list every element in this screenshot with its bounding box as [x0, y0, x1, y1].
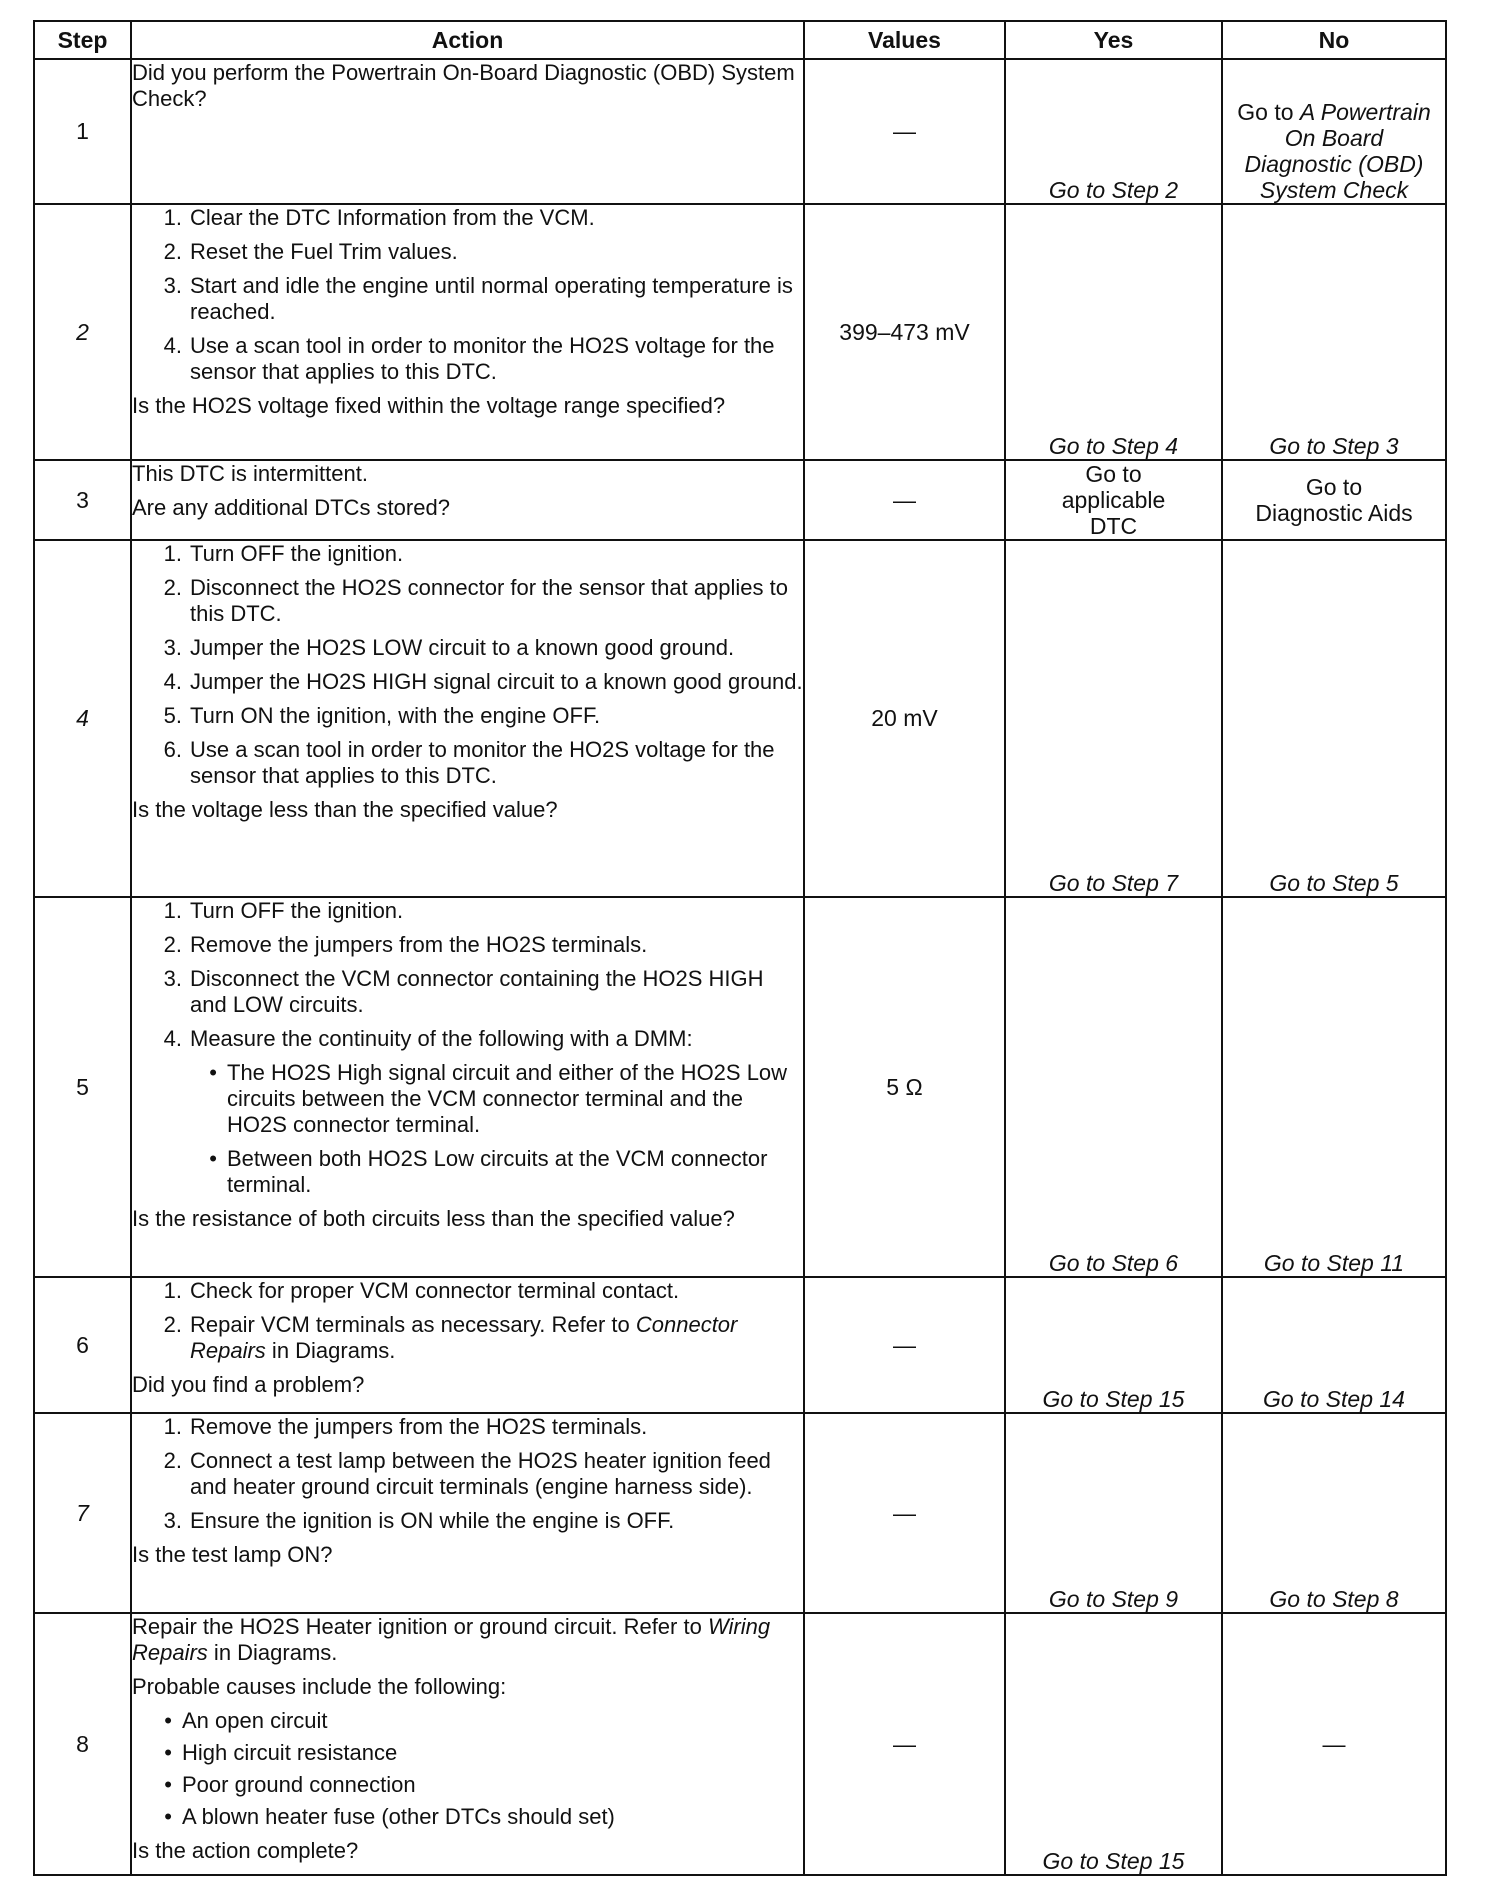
list-item: 2. Repair VCM terminals as necessary. Refer to Connector Repairs in Diagrams. — [163, 1312, 738, 1363]
list-item: 3. Start and idle the engine until normal operating temperature is reached. — [163, 273, 793, 324]
action-text: Did you perform the Powertrain On-Board Diagnostic (OBD) System Check? — [132, 60, 795, 111]
action-list — [132, 1414, 803, 1534]
action-list — [132, 205, 803, 385]
list-item: 1. Remove the jumpers from the HO2S terminals. — [163, 1414, 648, 1439]
header-action: Action — [131, 21, 804, 59]
header-step: Step — [34, 21, 131, 59]
action-cell — [131, 897, 804, 1277]
no-cell: Go to Diagnostic Aids — [1222, 460, 1446, 540]
no-cell: Go to Step 8 — [1222, 1413, 1446, 1613]
table-row — [34, 204, 1446, 460]
bullet-list — [132, 1060, 803, 1198]
header-yes: Yes — [1005, 21, 1222, 59]
value-cell: — — [804, 460, 1005, 540]
list-item: 2. Remove the jumpers from the HO2S terminals. — [163, 932, 648, 957]
action-cell — [131, 1613, 804, 1875]
question: Is the resistance of both circuits less than the specified value? — [132, 1206, 735, 1231]
list-item: 4. Measure the continuity of the following with a DMM: — [163, 1026, 693, 1051]
value-cell: — — [804, 1277, 1005, 1413]
table-row — [34, 897, 1446, 1277]
action-cell — [131, 540, 804, 897]
value-cell: 5 Ω — [804, 897, 1005, 1277]
question: Are any additional DTCs stored? — [132, 495, 450, 520]
step-number: 8 — [34, 1613, 131, 1875]
no-cell: Go to Step 14 — [1222, 1277, 1446, 1413]
no-cell — [1222, 59, 1446, 204]
action-cell — [131, 59, 804, 204]
diagnostic-table — [33, 20, 1447, 1876]
step-number: 7 — [34, 1413, 131, 1613]
yes-cell: Go to Step 6 — [1005, 897, 1222, 1277]
step-number: 5 — [34, 897, 131, 1277]
value-cell: — — [804, 59, 1005, 204]
bullet-list — [132, 1708, 803, 1830]
step-number: 4 — [34, 540, 131, 897]
yes-cell: Go to Step 15 — [1005, 1613, 1222, 1875]
list-item: 1. Turn OFF the ignition. — [163, 541, 404, 566]
bullet-item: • High circuit resistance — [164, 1740, 398, 1765]
table-row — [34, 1277, 1446, 1413]
action-cell — [131, 460, 804, 540]
no-link: A Powertrain On Board Diagnostic (OBD) System Check — [1244, 99, 1431, 203]
no-cell: Go to Step 11 — [1222, 897, 1446, 1277]
no-prefix: Go to — [1237, 99, 1300, 125]
table-row — [34, 460, 1446, 540]
bullet-item: • A blown heater fuse (other DTCs should set) — [164, 1804, 615, 1829]
list-item: 4. Jumper the HO2S HIGH signal circuit to a known good ground. — [163, 669, 803, 694]
yes-cell: Go to Step 15 — [1005, 1277, 1222, 1413]
table-row — [34, 540, 1446, 897]
value-cell: 20 mV — [804, 540, 1005, 897]
wiring-repairs-ref: Wiring Repairs — [132, 1614, 771, 1665]
list-item: 2. Disconnect the HO2S connector for the sensor that applies to this DTC. — [163, 575, 788, 626]
action-cell — [131, 204, 804, 460]
list-item: 4. Use a scan tool in order to monitor the HO2S voltage for the sensor that applies to this DTC. — [163, 333, 775, 384]
no-cell: Go to Step 5 — [1222, 540, 1446, 897]
list-item: 1. Turn OFF the ignition. — [163, 898, 404, 923]
question: Is the voltage less than the specified value? — [132, 797, 558, 822]
step-number: 2 — [34, 204, 131, 460]
step-number: 6 — [34, 1277, 131, 1413]
step-number: 3 — [34, 460, 131, 540]
header-no: No — [1222, 21, 1446, 59]
bullet-item: • The HO2S High signal circuit and either of the HO2S Low circuits between the VCM connector terminal and the HO2S connector terminal. — [209, 1060, 788, 1137]
value-cell: 399–473 mV — [804, 204, 1005, 460]
no-cell: Go to Step 3 — [1222, 204, 1446, 460]
header-values: Values — [804, 21, 1005, 59]
question: Is the test lamp ON? — [132, 1542, 333, 1567]
bullet-item: • Between both HO2S Low circuits at the VCM connector terminal. — [209, 1146, 768, 1197]
list-item: 3. Ensure the ignition is ON while the engine is OFF. — [163, 1508, 675, 1533]
list-item: 2. Connect a test lamp between the HO2S heater ignition feed and heater ground circuit terminals (engine harness side). — [163, 1448, 771, 1499]
value-cell: — — [804, 1413, 1005, 1613]
question: Is the HO2S voltage fixed within the voltage range specified? — [132, 393, 726, 418]
value-cell: — — [804, 1613, 1005, 1875]
action-text: This DTC is intermittent. — [132, 461, 368, 486]
list-item: 6. Use a scan tool in order to monitor the HO2S voltage for the sensor that applies to this DTC. — [163, 737, 775, 788]
list-item: 5. Turn ON the ignition, with the engine OFF. — [163, 703, 601, 728]
no-cell: — — [1222, 1613, 1446, 1875]
list-item: 3. Jumper the HO2S LOW circuit to a known good ground. — [163, 635, 735, 660]
list-item: 1. Clear the DTC Information from the VCM. — [163, 205, 595, 230]
list-item: 1. Check for proper VCM connector terminal contact. — [163, 1278, 680, 1303]
action-list — [132, 898, 803, 1052]
table-row — [34, 1613, 1446, 1875]
table-row — [34, 59, 1446, 204]
bullet-item: • Poor ground connection — [164, 1772, 416, 1797]
causes-label: Probable causes include the following: — [132, 1674, 507, 1699]
bullet-item: • An open circuit — [164, 1708, 328, 1733]
yes-cell: Go to Step 2 — [1005, 59, 1222, 204]
connector-repairs-ref: Connector Repairs — [190, 1312, 738, 1363]
header-row — [34, 21, 1446, 59]
action-list — [132, 1278, 803, 1364]
yes-cell: Go to Step 9 — [1005, 1413, 1222, 1613]
question: Is the action complete? — [132, 1838, 359, 1863]
action-list — [132, 541, 803, 789]
table-row — [34, 1413, 1446, 1613]
action-cell — [131, 1277, 804, 1413]
yes-cell: Go to Step 4 — [1005, 204, 1222, 460]
yes-cell: Go to applicable DTC — [1005, 460, 1222, 540]
question: Did you find a problem? — [132, 1372, 365, 1397]
list-item: 3. Disconnect the VCM connector containing the HO2S HIGH and LOW circuits. — [163, 966, 764, 1017]
yes-cell: Go to Step 7 — [1005, 540, 1222, 897]
action-cell — [131, 1413, 804, 1613]
action-text: Repair the HO2S Heater ignition or ground circuit. Refer to Wiring Repairs in Diagrams. — [132, 1614, 771, 1665]
step-number: 1 — [34, 59, 131, 204]
list-item: 2. Reset the Fuel Trim values. — [163, 239, 458, 264]
